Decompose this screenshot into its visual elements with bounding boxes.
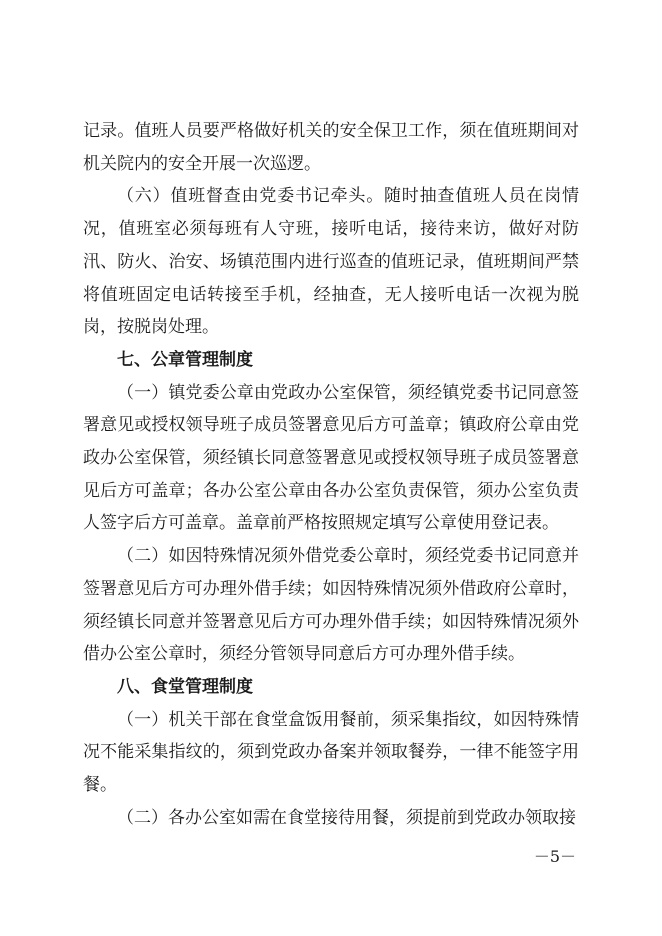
paragraph: （一）镇党委公章由党政办公室保管，须经镇党委书记同意签署意见或授权领导班子成员签署意见后方可盖章；镇政府公章由党政办公室保管，须经镇长同意签署意见或授权领导班子成员签署意见后方可盖章；各办公室公章由各办公室负责保管，须办公室负责人签字后方可盖章。盖章前严格按照规定填写公章使用登记表。	[83, 382, 579, 534]
paragraph: （一）机关干部在食堂盒饭用餐前，须采集指纹，如因特殊情况不能采集指纹的，须到党政办备案并领取餐券，一律不能签字用餐。	[83, 709, 579, 796]
document-body	[83, 115, 579, 834]
paragraph: （二）如因特殊情况须外借党委公章时，须经党委书记同意并签署意见后方可办理外借手续；如因特殊情况须外借政府公章时，须经镇长同意并签署意见后方可办理外借手续；如因特殊情况须外借办公室公章时，须经分管领导同意后方可办理外借手续。	[83, 546, 579, 665]
section-heading: 七、公章管理制度	[117, 349, 253, 370]
paragraph: （六）值班督查由党委书记牵头。随时抽查值班人员在岗情况，值班室必须每班有人守班，接听电话，接待来访，做好对防汛、防火、治安、场镇范围内进行巡查的值班记录，值班期间严禁将值班固定电话转接至手机，经抽查，无人接听电话一次视为脱岗，按脱岗处理。	[83, 186, 579, 338]
paragraph: 记录。值班人员要严格做好机关的安全保卫工作，须在值班期间对机关院内的安全开展一次巡逻。	[83, 121, 579, 174]
page-number: －5－	[533, 847, 576, 866]
section-heading: 八、食堂管理制度	[117, 676, 253, 697]
paragraph: （二）各办公室如需在食堂接待用餐，须提前到党政办领取接	[117, 807, 576, 828]
